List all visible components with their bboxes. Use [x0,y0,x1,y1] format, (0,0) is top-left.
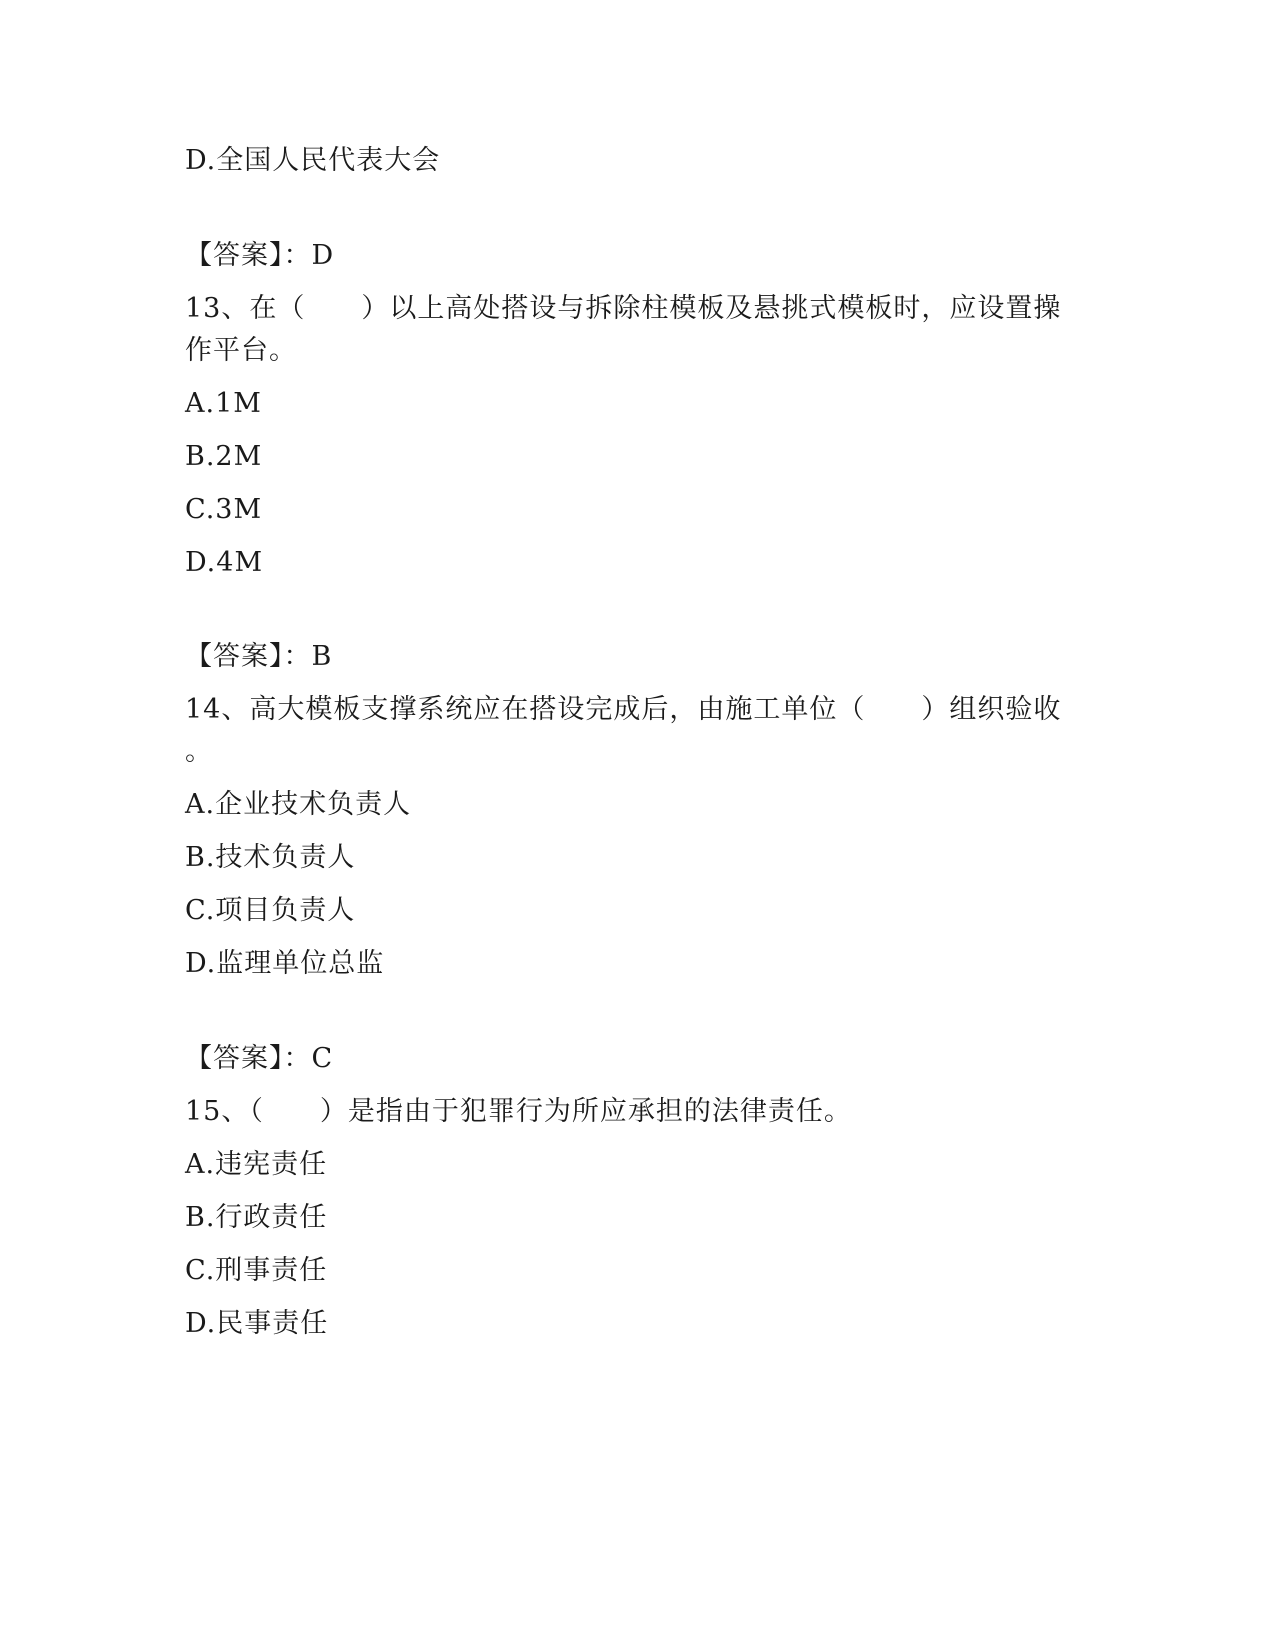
question-14-option-c: C.项目负责人 [185,895,356,926]
question-13-option-a: A.1M [185,388,262,419]
question-13-stem-line2: 作平台。 [185,335,297,366]
question-13-option-c: C.3M [185,494,263,525]
question-14-stem-line1: 14、高大模板支撑系统应在搭设完成后，由施工单位（ ）组织验收 [185,694,1062,725]
question-14-option-d: D.监理单位总监 [185,948,385,979]
question-13-stem-line1: 13、在（ ）以上高处搭设与拆除柱模板及悬挑式模板时，应设置操 [185,293,1062,324]
question-15-option-d: D.民事责任 [185,1308,329,1339]
question-13-answer: 【答案】：B [185,641,333,672]
option-d: D.全国人民代表大会 [185,145,441,176]
question-13-option-d: D.4M [185,547,264,578]
question-14-option-a: A.企业技术负责人 [185,789,412,820]
question-14-answer: 【答案】：C [185,1043,334,1074]
answer-label: 【答案】：D [185,240,335,271]
question-13-option-b: B.2M [185,441,263,472]
question-15-stem: 15、（ ）是指由于犯罪行为所应承担的法律责任。 [185,1096,852,1127]
question-15-option-c: C.刑事责任 [185,1255,328,1286]
question-14-option-b: B.技术负责人 [185,842,356,873]
question-15-option-b: B.行政责任 [185,1202,328,1233]
question-14-stem-line2: 。 [185,736,213,767]
question-15-option-a: A.违宪责任 [185,1149,328,1180]
